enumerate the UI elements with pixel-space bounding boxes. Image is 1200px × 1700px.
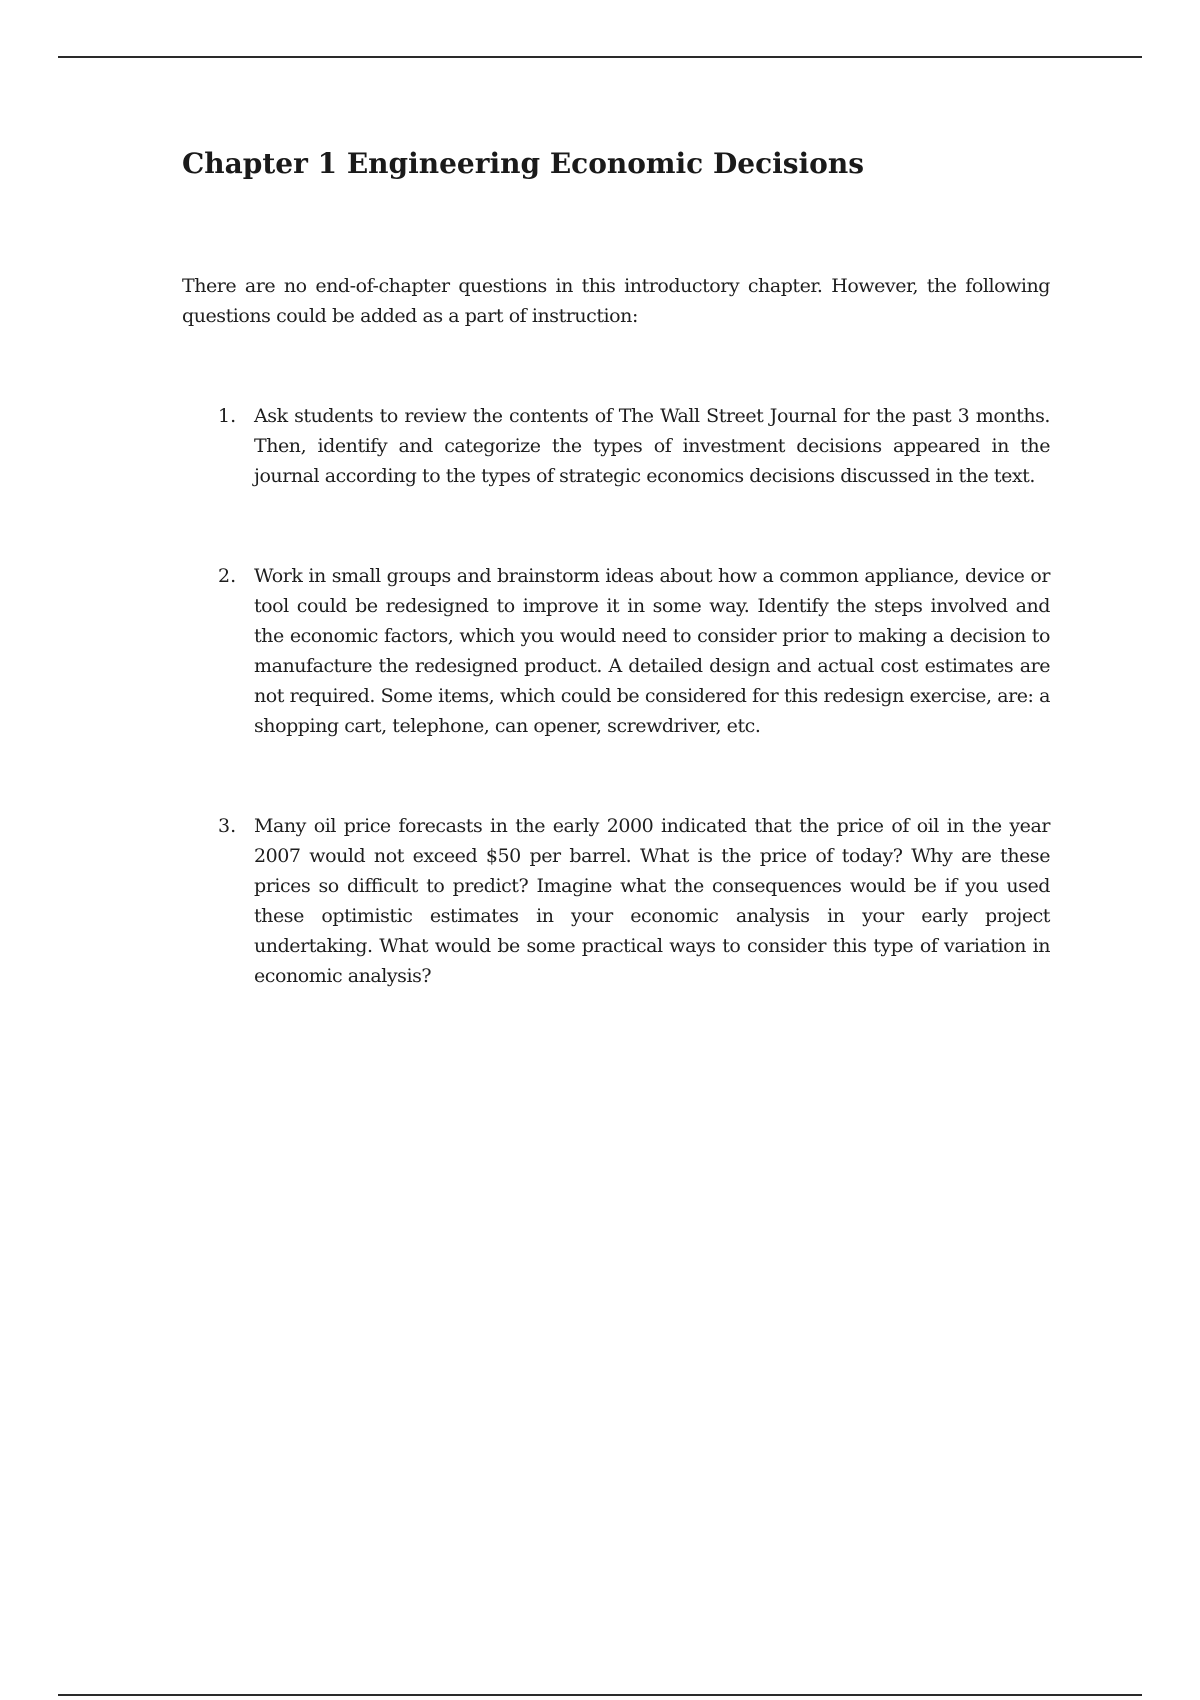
question-item (182, 401, 1050, 491)
question-text: Work in small groups and brainstorm ideas about how a common appliance, device or tool could be redesigned to improve it in some way. Identify the steps involved and the economic factors, which you would need to consider prior to making a decision to manufacture the redesigned product. A detailed design and actual cost estimates are not required. Some items, which could be considered for this redesign exercise, are: a shopping cart, telephone, can opener, screwdriver, etc. (254, 565, 1050, 737)
question-item (182, 561, 1050, 741)
question-list (182, 401, 1050, 1061)
question-text: Ask students to review the contents of The Wall Street Journal for the past 3 months. Then, identify and categorize the types of investment decisions appeared in the journal according to the types of strategic economics decisions discussed in the text. (254, 405, 1050, 487)
question-number: 3. (218, 815, 237, 837)
question-text: Many oil price forecasts in the early 2000 indicated that the price of oil in the year 2007 would not exceed $50 per barrel. What is the price of today? Why are these prices so difficult to predict? Imagine what the consequences would be if you used these optimistic estimates in your economic analysis in your early project undertaking. What would be some practical ways to consider this type of variation in economic analysis? (254, 815, 1050, 987)
page-title: Chapter 1 Engineering Economic Decisions (182, 147, 864, 180)
bottom-rule (58, 1694, 1142, 1696)
question-number: 2. (218, 565, 237, 587)
top-rule (58, 56, 1142, 58)
question-number: 1. (218, 405, 237, 427)
question-item (182, 811, 1050, 991)
intro-paragraph: There are no end-of-chapter questions in this introductory chapter. However, the following questions could be added as a part of instruction: (182, 275, 1050, 327)
